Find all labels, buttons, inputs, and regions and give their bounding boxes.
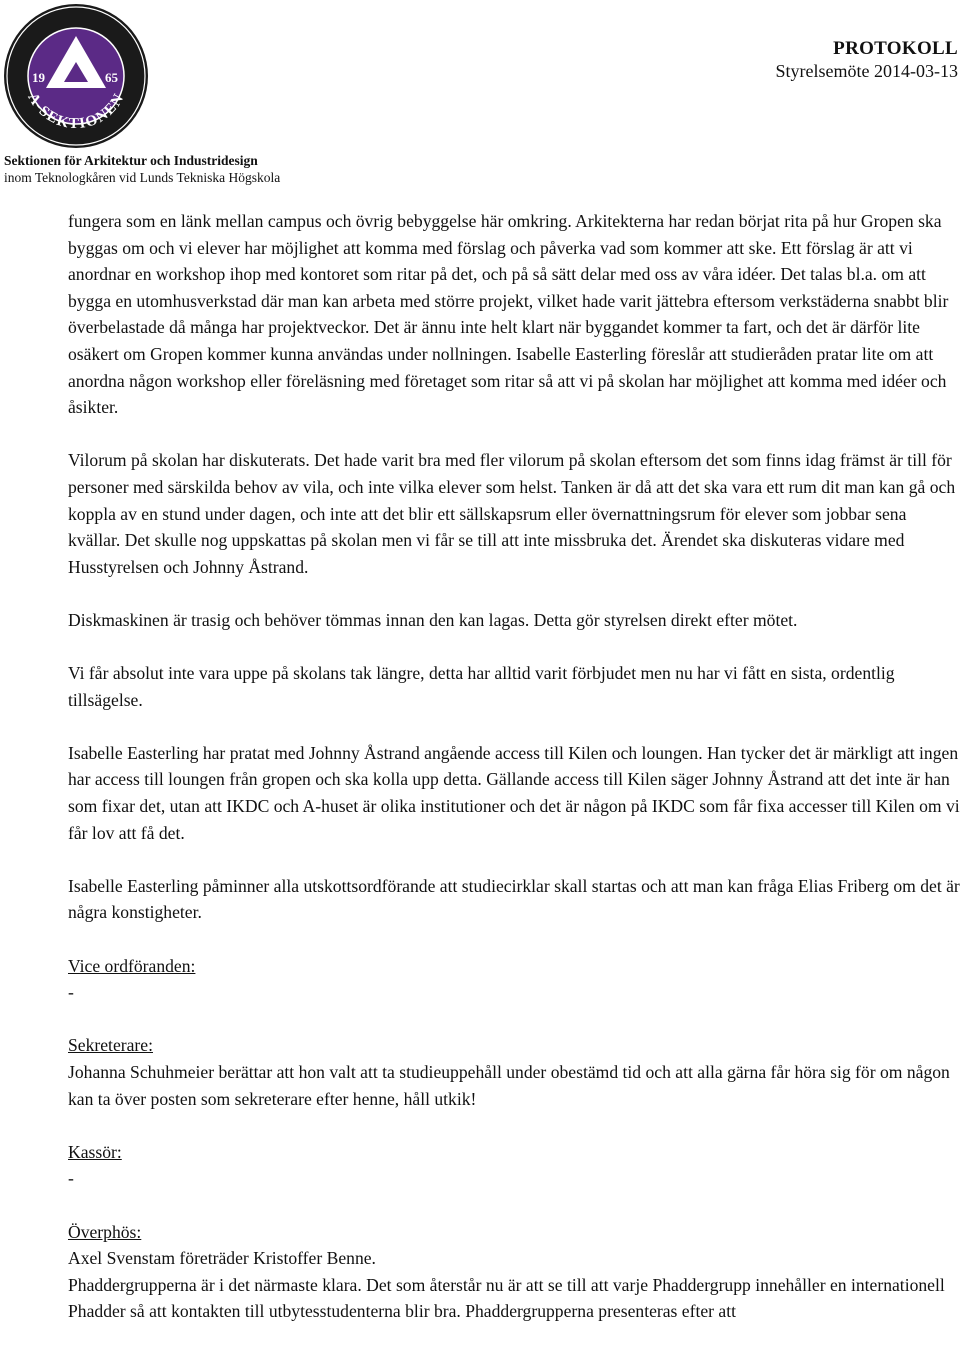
paragraph-tak: Vi får absolut inte vara uppe på skolans tak längre, detta har alltid varit förbjudet men nu har vi fått en sista, ordentlig tillsägelse. — [68, 663, 895, 710]
document-title: PROTOKOLL — [833, 38, 958, 59]
heading-kassor: Kassör: — [68, 1141, 122, 1162]
org-line-1: Sektionen för Arkitektur och Industridesign — [4, 153, 258, 168]
text-vice-ordforande: - — [68, 982, 74, 1003]
paragraph-gropen: fungera som en länk mellan campus och övrig bebyggelse här omkring. Arkitekterna har redan börjat rita på hur Gropen ska byggas om och vi elever har möjlighet att komma med förslag och påverka vad som kommer att ske. Ett förslag är att vi anordnar en workshop ihop med kontoret som ritar på det, och på så sätt delar med oss av våra idéer. Det talas bl.a. om att bygga en utomhusverkstad där man kan arbeta med större projekt, vilket hade varit jättebra eftersom verkstäderna snabbt blir överbelastade då många har projektveckor. Det är ännu inte helt klart när byggandet kommer ta fart, och det är därför lite osäkert om Gropen kommer kunna användas under nollningen. Isabelle Easterling föreslår att studieråden pratar lite om att anordna någon workshop eller föreläsning med företaget som ritar så att vi på skolan har möjlighet att komma med idéer och åsikter. — [68, 211, 949, 418]
document-subtitle: Styrelsemöte 2014-03-13 — [775, 61, 958, 81]
text-overphos-1: Axel Svenstam företräder Kristoffer Benne. — [68, 1248, 376, 1269]
heading-vice-ordforande: Vice ordföranden: — [68, 955, 196, 976]
text-sekreterare: Johanna Schuhmeier berättar att hon valt att ta studieuppehåll under obestämd tid och att alla gärna får höra sig för om någon kan ta över posten som sekreterare efter henne, håll utkik! — [68, 1062, 950, 1109]
logo-year-right: 65 — [105, 70, 118, 85]
logo-year-left: 19 — [32, 70, 45, 85]
org-line-2: inom Teknologkåren vid Lunds Tekniska Högskola — [4, 170, 281, 185]
section-logo — [2, 2, 150, 150]
a-sektionen-logo-icon — [2, 2, 150, 150]
paragraph-access: Isabelle Easterling har pratat med Johnny Åstrand angående access till Kilen och loungen. Han tycker det är märkligt att ingen har access till loungen från gropen och ska kolla upp detta. Gällande access till Kilen säger Johnny Åstrand att det inte är han som fixar det, utan att IKDC och A-huset är olika institutioner och det är någon på IKDC som får fixa accesser till Kilen om vi får lov att få det. — [68, 742, 960, 843]
heading-sekreterare: Sekreterare: — [68, 1035, 153, 1056]
text-kassor: - — [68, 1168, 74, 1189]
heading-overphos: Överphös: — [68, 1221, 142, 1242]
paragraph-diskmaskin: Diskmaskinen är trasig och behöver tömmas innan den kan lagas. Detta gör styrelsen direkt efter mötet. — [68, 609, 798, 630]
logo-arc-text: A-SEKTIONEN — [24, 90, 128, 133]
paragraph-vilorum: Vilorum på skolan har diskuterats. Det hade varit bra med fler vilorum på skolan eftersom det som finns idag främst är till för personer med särskilda behov av vila, och inte vilka elever som helst. Tanken är då att det ska vara ett rum dit man kan gå och koppla av en stund under dagen, och inte att det blir ett sällskapsrum eller övernattningsrum för elever som jobbar sena kvällar. Det skulle nog uppskattas på skolan men vi får se till att inte missbruka det. Ärendet ska diskuteras vidare med Husstyrelsen och Johnny Åstrand. — [68, 450, 956, 577]
document-body — [68, 208, 960, 1325]
paragraph-studiecirklar: Isabelle Easterling påminner alla utskottsordförande att studiecirklar skall startas och att man kan fråga Elias Friberg om det är några konstigheter. — [68, 875, 960, 923]
organization-info — [4, 152, 280, 186]
document-header — [776, 38, 958, 82]
text-overphos-2: Phaddergrupperna är i det närmaste klara. Det som återstår nu är att se till att varje Phaddergrupp innehåller en internationell Phadder så att kontakten till utbytesstudenterna blir bra. Phaddergrupperna presenteras efter att — [68, 1274, 945, 1322]
